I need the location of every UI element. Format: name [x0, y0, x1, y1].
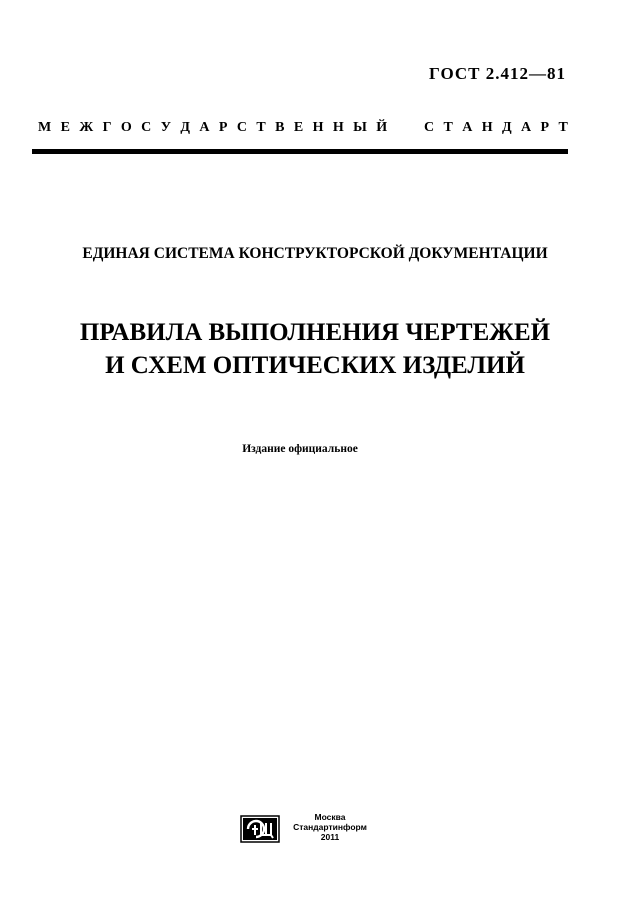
standard-type-letter: А — [521, 120, 532, 135]
standard-type-letter: А — [199, 120, 210, 135]
standard-type-letter: С — [423, 120, 435, 135]
document-title — [0, 316, 630, 382]
standard-type-letter: Н — [332, 120, 344, 135]
standard-type-letter: Д — [502, 120, 512, 135]
standard-type-letter: Т — [256, 120, 266, 135]
imprint — [282, 812, 378, 842]
standard-type-letter: С — [141, 120, 152, 135]
standard-type-letter: В — [275, 120, 285, 135]
standard-type-letter: Р — [540, 120, 550, 135]
document-title-line-1: ПРАВИЛА ВЫПОЛНЕНИЯ ЧЕРТЕЖЕЙ — [79, 319, 551, 346]
standard-type-letter: С — [236, 120, 247, 135]
system-title: ЕДИНАЯ СИСТЕМА КОНСТРУКТОРСКОЙ ДОКУМЕНТАЦИИ — [82, 245, 548, 262]
standard-type-letter: Е — [60, 120, 70, 135]
edition-note: Издание официальное — [242, 443, 358, 455]
standard-type-letter: У — [160, 120, 171, 135]
standard-type-letter: Р — [218, 120, 228, 135]
header-rule — [32, 149, 568, 154]
standard-type-gap — [397, 120, 415, 136]
standard-type-letter: М — [38, 120, 52, 135]
standard-type-letter: А — [462, 120, 473, 135]
imprint-city: Москва — [314, 812, 346, 822]
standard-type-letter: Д — [180, 120, 190, 135]
standard-type-letter: Й — [376, 120, 388, 135]
publisher-logo-icon — [240, 815, 280, 843]
gost-number: ГОСТ 2.412—81 — [429, 64, 566, 83]
standard-type-letter: Н — [481, 120, 493, 135]
standard-type-letter: Е — [293, 120, 304, 135]
document-title-line-2: И СХЕМ ОПТИЧЕСКИХ ИЗДЕЛИЙ — [105, 352, 525, 379]
standard-type-letter: Ы — [353, 120, 367, 135]
imprint-year: 2011 — [320, 832, 340, 842]
standard-type-letter: О — [120, 120, 132, 135]
standard-type-heading — [38, 120, 568, 136]
standard-type-letter: Т — [443, 120, 453, 135]
standard-type-letter: Ж — [79, 120, 94, 135]
standard-type-letter: Г — [102, 120, 112, 135]
imprint-publisher: Стандартинформ — [293, 822, 367, 832]
standard-type-letter: Н — [312, 120, 324, 135]
standard-type-letter: Т — [558, 120, 568, 135]
